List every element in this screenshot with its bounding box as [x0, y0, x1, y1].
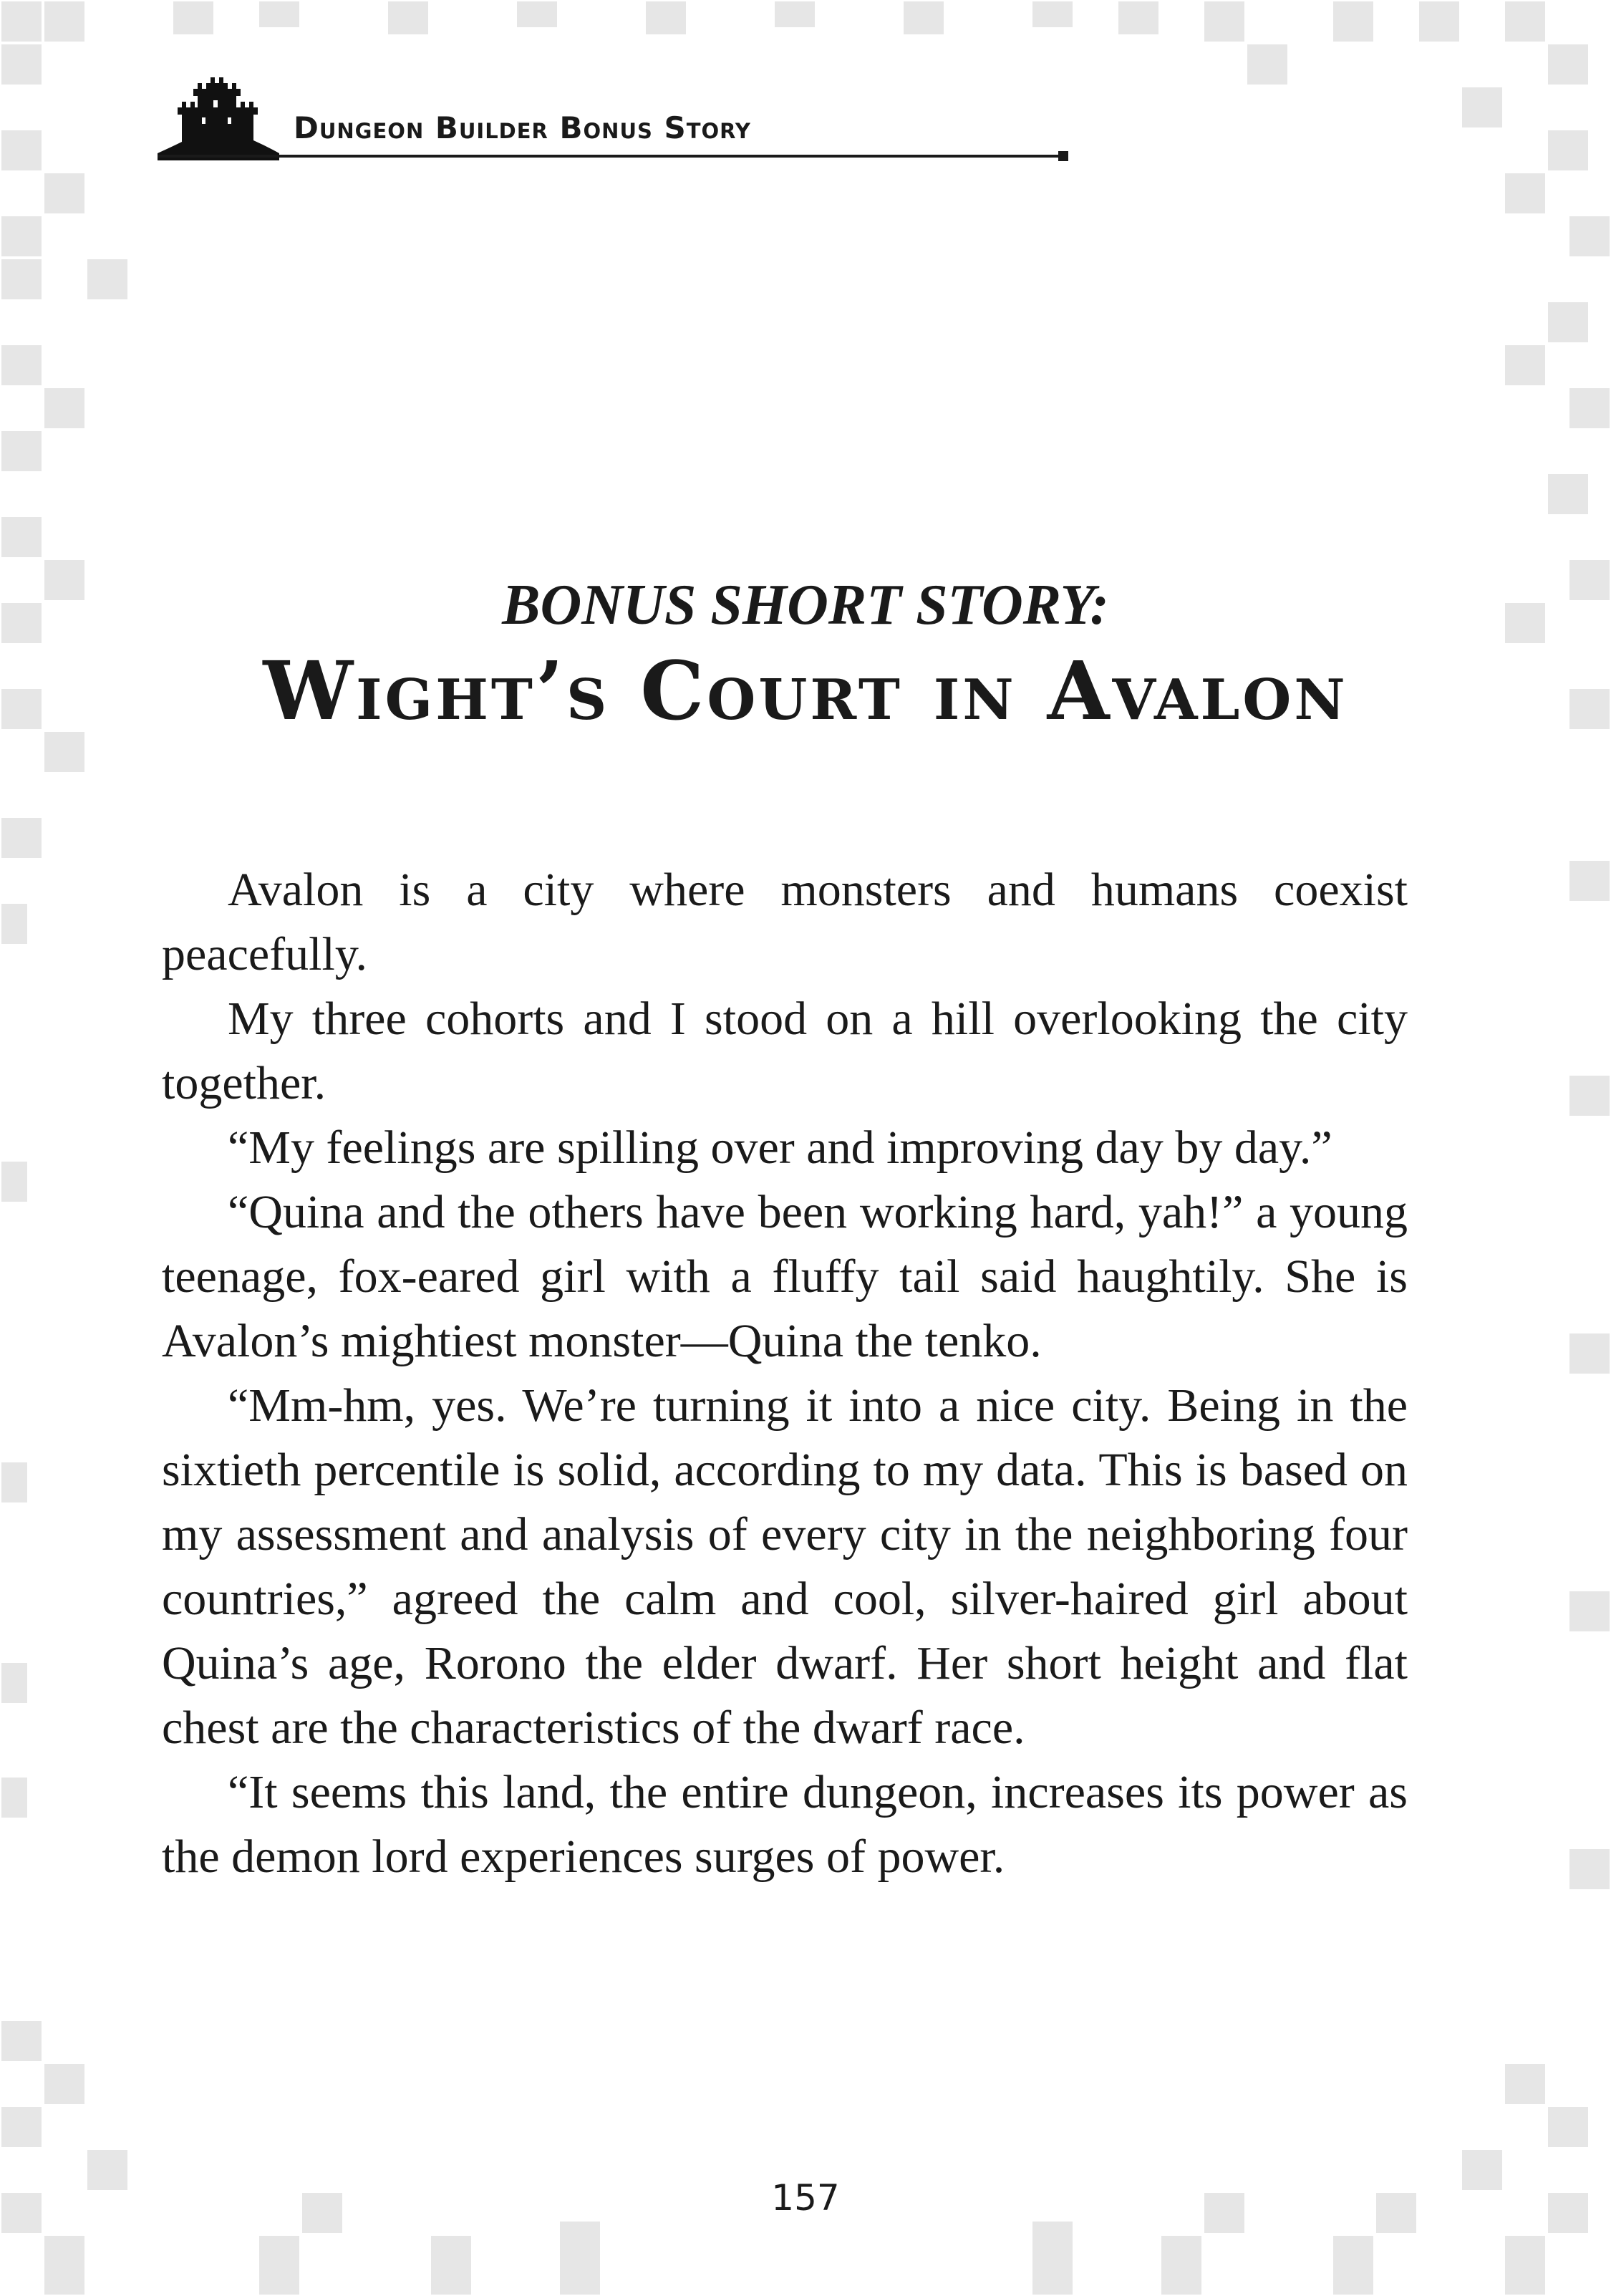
header-rule [158, 155, 1060, 158]
running-header [158, 72, 1074, 165]
page-number: 157 [771, 2177, 840, 2219]
paragraph: “Mm-hm, yes. We’re turning it into a nice city. Being in the sixtieth percentile is solid, according to my data. This is based on my assessment and analysis of every city in the neighboring four countries,” agreed the calm and cool, silver-haired girl about Quina’s age, Rorono the elder dwarf. Her short height and flat chest are the characteristics of the dwarf race. [162, 1379, 1408, 1754]
chapter-subtitle: BONUS SHORT STORY: [502, 574, 1109, 637]
paragraph: Avalon is a city where monsters and humans coexist peacefully. [162, 864, 1408, 980]
paragraph: “My feelings are spilling over and improving day by day.” [228, 1122, 1332, 1174]
chapter-title: Wight’s Court in Avalon [263, 645, 1348, 738]
paragraph: “It seems this land, the entire dungeon, increases its power as the demon lord experiences surges of power. [162, 1766, 1408, 1883]
castle-icon [158, 72, 279, 160]
story-body [162, 858, 1408, 1889]
running-title: Dungeon Builder Bonus Story [294, 110, 751, 145]
paragraph: “Quina and the others have been working hard, yah!” a young teenage, fox-eared girl with a fluffy tail said haughtily. She is Avalon’s mightiest monster—Quina the tenko. [162, 1186, 1408, 1367]
paragraph: My three cohorts and I stood on a hill overlooking the city together. [162, 993, 1408, 1109]
header-rule-end [1058, 151, 1068, 161]
